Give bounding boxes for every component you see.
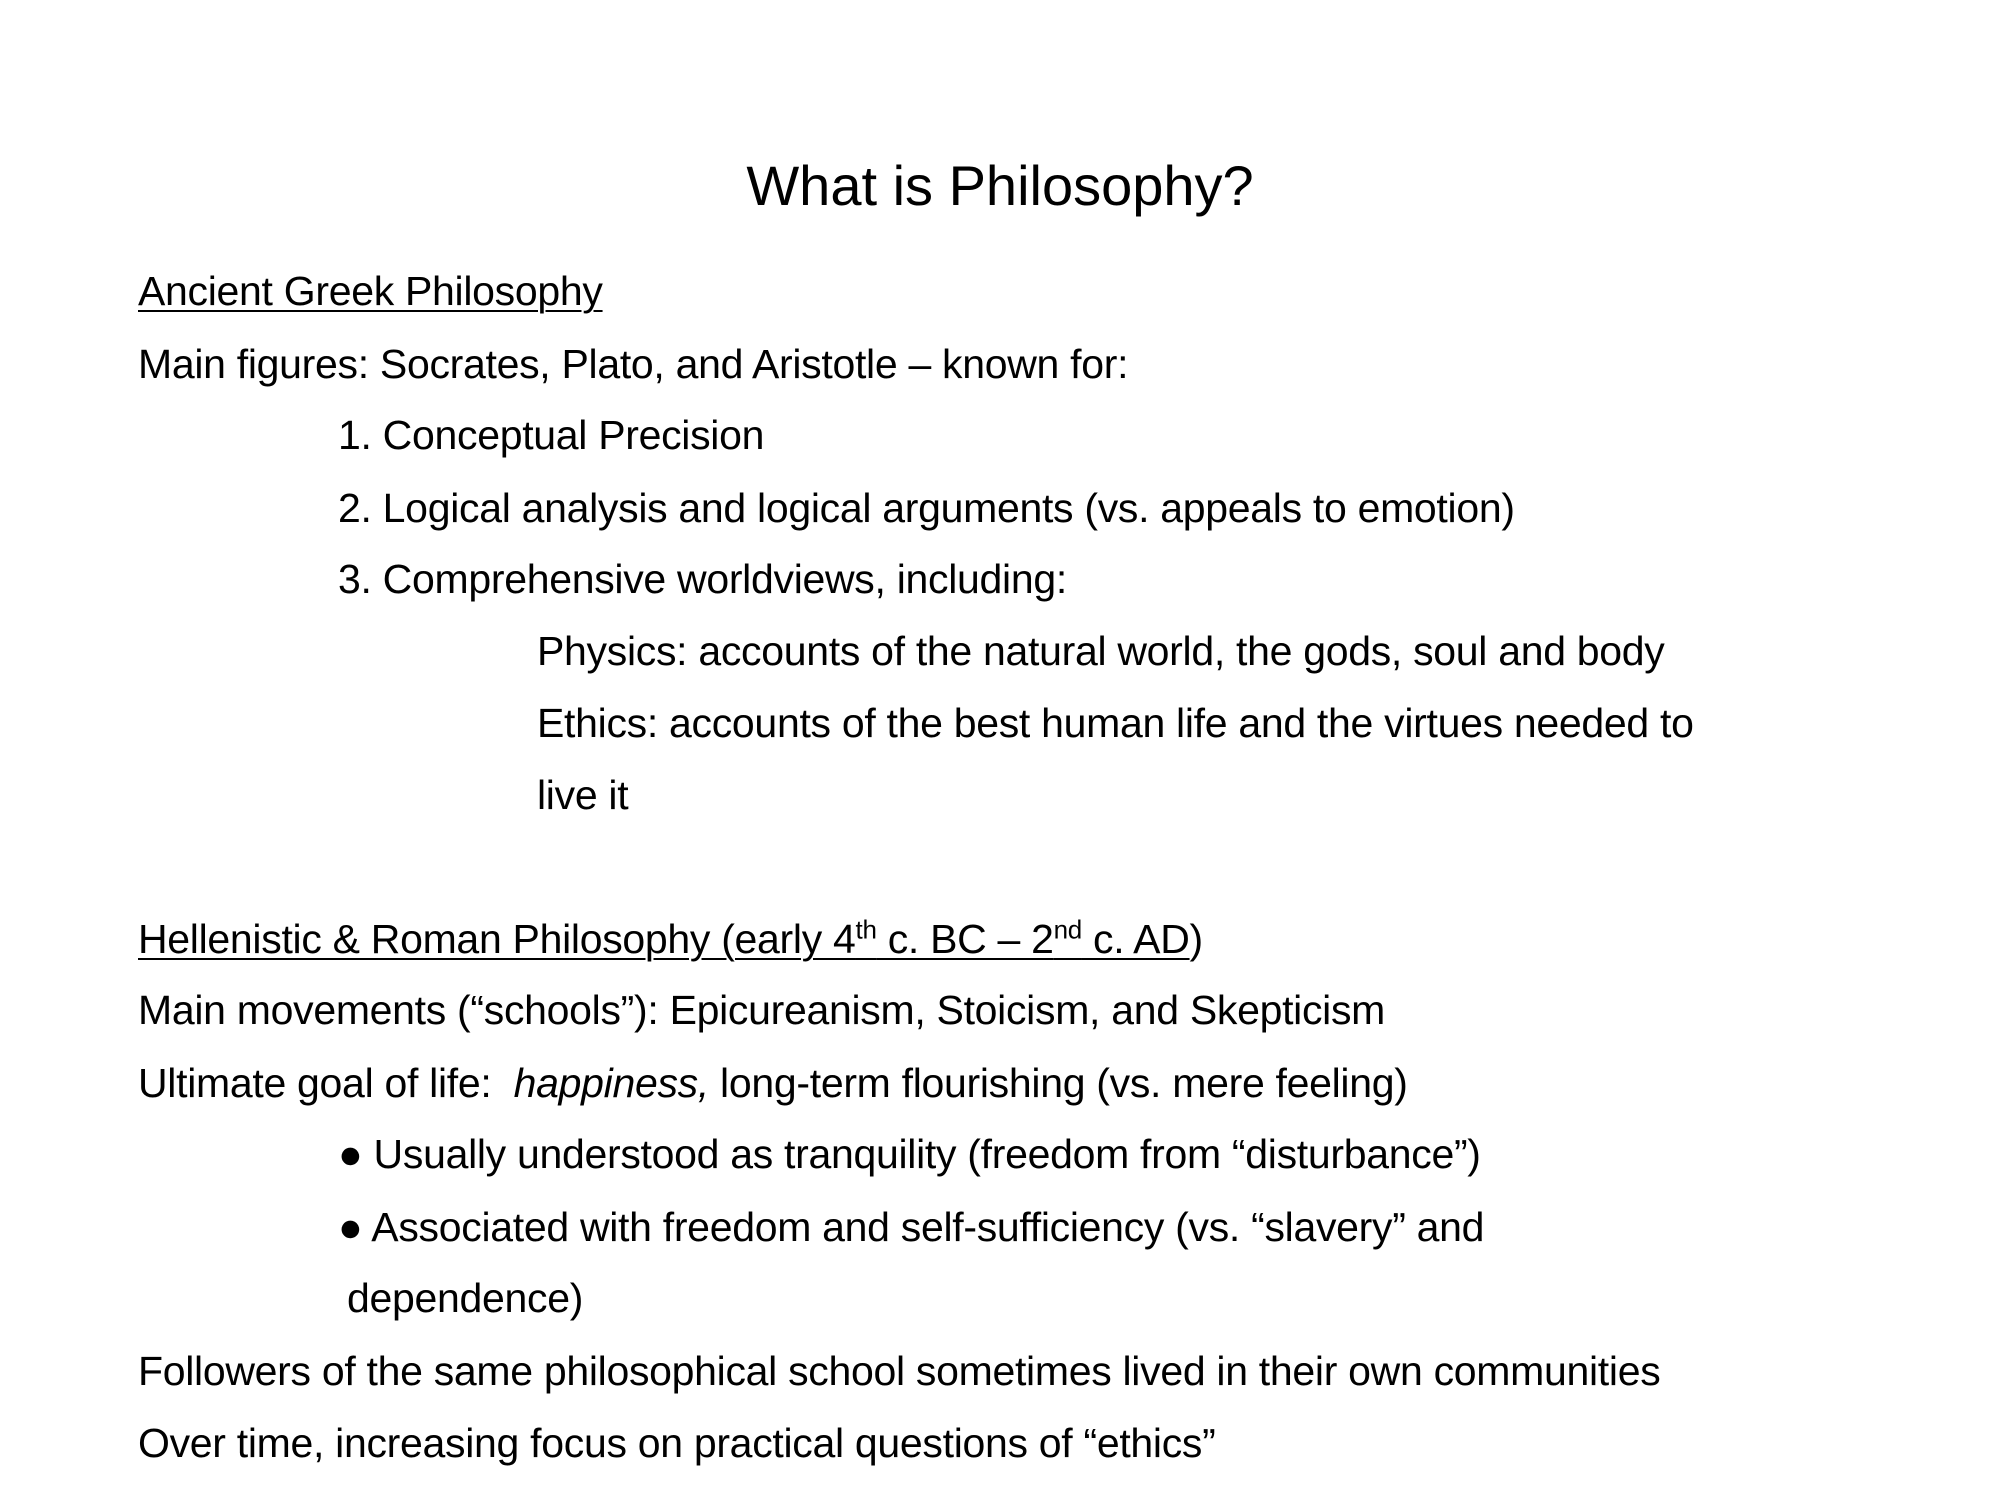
list-item-1: 1. Conceptual Precision: [338, 412, 765, 458]
list-item-3: 3. Comprehensive worldviews, including:: [338, 556, 1067, 602]
bullet-item-1: ● Usually understood as tranquility (freedom from “disturbance”): [338, 1131, 1481, 1177]
physics-text: Physics: accounts of the natural world, the gods, soul and body: [537, 628, 1665, 674]
movements-text: Main movements (“schools”): Epicureanism, Stoicism, and Skepticism: [138, 987, 1386, 1033]
page-title: What is Philosophy?: [746, 154, 1254, 217]
ethics-text: Ethics: accounts of the best human life and the virtues needed to: [537, 700, 1694, 746]
heading-part: c. AD: [1081, 916, 1190, 962]
bullet-item-2: ● Associated with freedom and self-sufficiency (vs. “slavery” and: [338, 1204, 1485, 1250]
heading-part: Hellenistic & Roman Philosophy (early 4: [138, 916, 856, 962]
over-time-text: Over time, increasing focus on practical questions of “ethics”: [138, 1420, 1216, 1466]
superscript: nd: [1053, 914, 1082, 945]
goal-italic: happiness,: [513, 1060, 709, 1106]
superscript: th: [855, 914, 877, 945]
heading-part: ): [1189, 916, 1203, 962]
followers-text: Followers of the same philosophical school sometimes lived in their own communities: [138, 1348, 1661, 1394]
ethics-text-cont: live it: [537, 772, 629, 818]
main-figures-text: Main figures: Socrates, Plato, and Aristotle – known for:: [138, 341, 1129, 387]
list-item-2: 2. Logical analysis and logical arguments (vs. appeals to emotion): [338, 485, 1515, 531]
goal-text: [138, 1047, 1408, 1119]
goal-prefix: Ultimate goal of life:: [138, 1060, 514, 1106]
heading-part: c. BC – 2: [876, 916, 1054, 962]
section-heading-hellenistic: [138, 903, 1203, 975]
goal-suffix: long-term flourishing (vs. mere feeling): [708, 1060, 1408, 1106]
section-heading-ancient-greek: Ancient Greek Philosophy: [138, 268, 603, 314]
bullet-item-2-cont: dependence): [347, 1275, 584, 1321]
